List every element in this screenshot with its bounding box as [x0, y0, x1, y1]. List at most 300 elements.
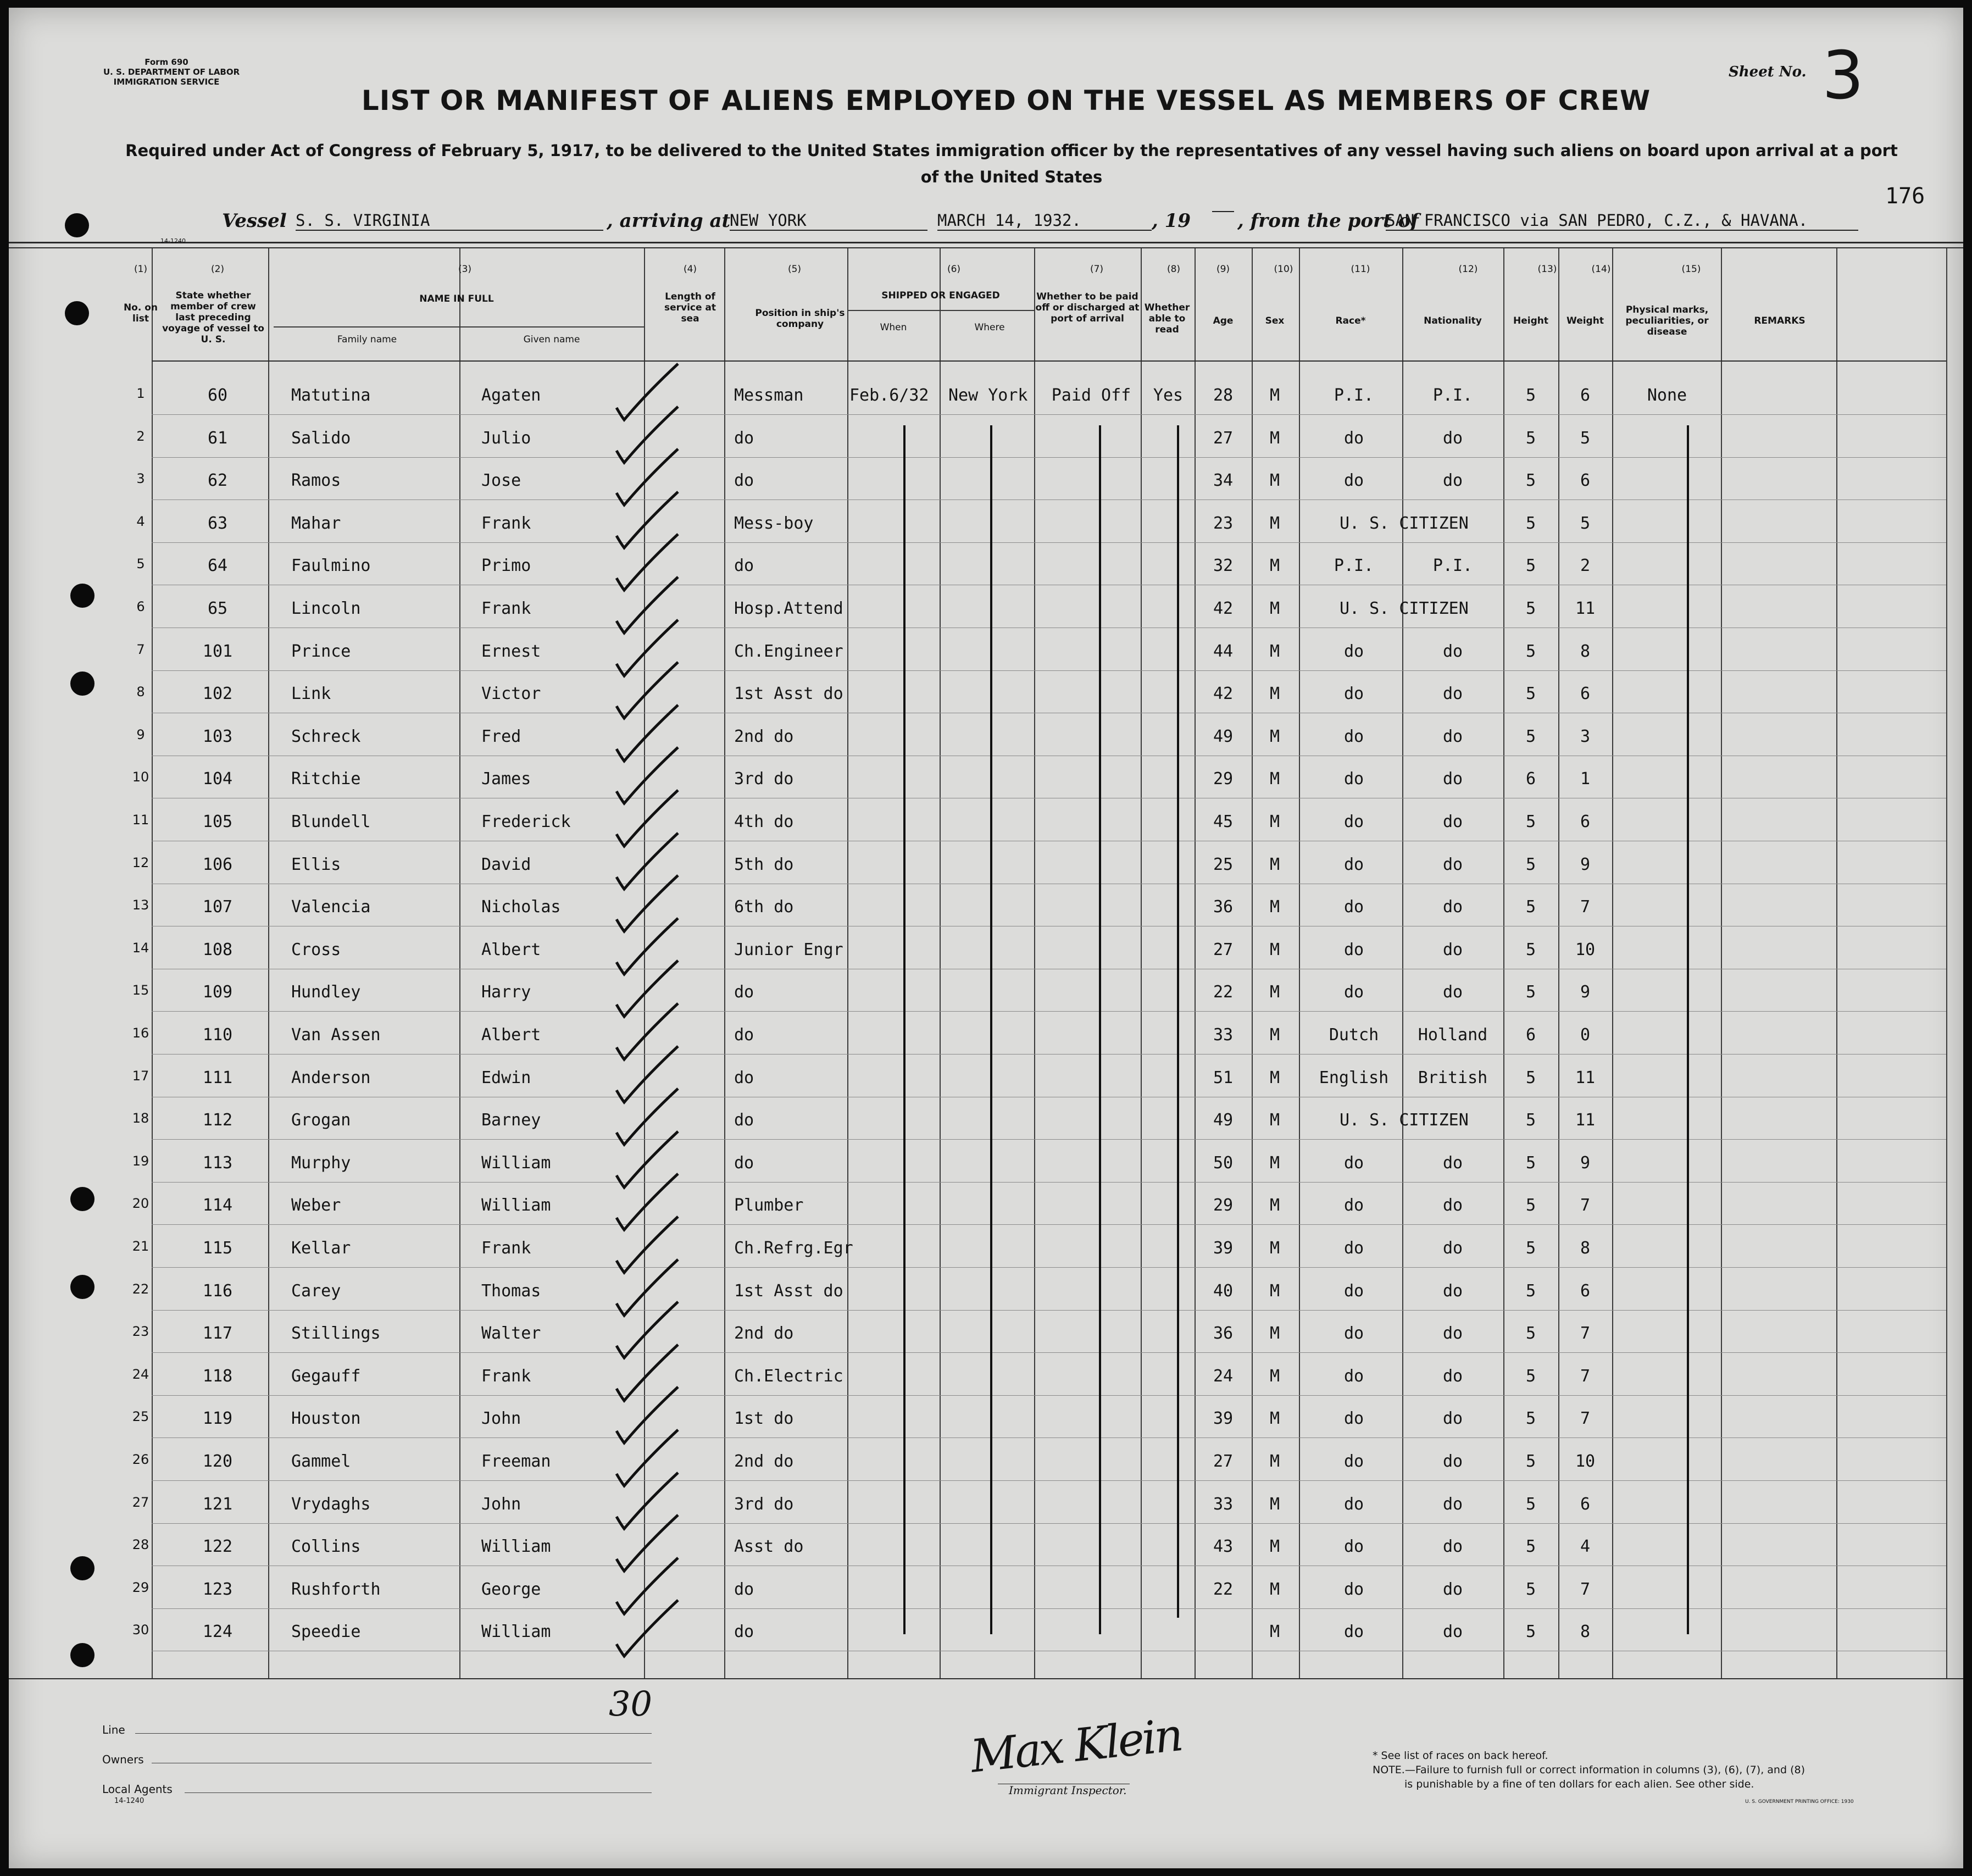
sex: M [1269, 1196, 1280, 1215]
rule [9, 247, 1963, 248]
race: do [1343, 641, 1364, 661]
family-name: Gegauff [291, 1366, 361, 1386]
position: do [734, 1622, 754, 1642]
nationality: do [1442, 940, 1463, 959]
header-sex: Sex [1265, 315, 1285, 326]
header-physical-marks: Physical marks, peculiarities, or disease [1625, 304, 1709, 337]
race: do [1343, 1494, 1364, 1514]
departure-port: SAN FRANCISCO via SAN PEDRO, C.Z., & HAVANA. [1386, 211, 1858, 231]
position: do [734, 556, 754, 576]
family-name: Carey [291, 1281, 341, 1301]
race: do [1343, 684, 1364, 704]
column-number: (10) [1274, 264, 1293, 275]
sex: M [1269, 599, 1280, 618]
manifest-sheet [9, 8, 1963, 1868]
age: 50 [1213, 1153, 1234, 1173]
position: Ch.Engineer [734, 641, 843, 661]
height: 6 [1525, 1025, 1536, 1045]
weight: 5 [1580, 513, 1591, 533]
column-rule [1612, 248, 1613, 1678]
header-name-in-full: NAME IN FULL [419, 293, 494, 304]
family-name: Ritchie [291, 769, 361, 789]
sex: M [1269, 428, 1280, 448]
row-rule [152, 1608, 1946, 1609]
nationality: do [1442, 897, 1463, 917]
height: 5 [1525, 940, 1536, 959]
year-blank [1212, 211, 1234, 212]
given-name: William [481, 1537, 551, 1557]
weight: 1 [1580, 769, 1591, 789]
row-rule [152, 1310, 1946, 1311]
row-number: 8 [136, 684, 145, 700]
prior-voyage-number: 122 [202, 1537, 233, 1557]
sex: M [1269, 1452, 1280, 1471]
shipped-where: New York [948, 386, 1028, 405]
race: do [1343, 726, 1364, 746]
row-number: 12 [132, 854, 149, 870]
nationality: do [1442, 1537, 1463, 1557]
prior-voyage-number: 104 [202, 769, 233, 789]
height: 5 [1525, 684, 1536, 704]
weight: 4 [1580, 1537, 1591, 1557]
row-rule [152, 1352, 1946, 1353]
vessel-line [9, 207, 1963, 237]
nationality: Holland [1418, 1025, 1488, 1045]
position: 2nd do [734, 1324, 794, 1344]
position: Plumber [734, 1196, 804, 1215]
handwritten-count: 30 [609, 1684, 652, 1724]
nationality: do [1442, 1324, 1463, 1344]
row-rule [152, 1224, 1946, 1225]
vessel-name: S. S. VIRGINIA [296, 211, 603, 231]
binder-hole [70, 1643, 95, 1667]
weight: 0 [1580, 1025, 1591, 1045]
position: 3rd do [734, 769, 794, 789]
nationality: do [1442, 1153, 1463, 1173]
weight: 2 [1580, 556, 1591, 576]
row-rule [152, 1267, 1946, 1268]
row-number: 15 [132, 983, 149, 998]
height: 5 [1525, 428, 1536, 448]
height: 5 [1525, 1366, 1536, 1386]
prior-voyage-number: 60 [207, 386, 228, 405]
height: 5 [1525, 1494, 1536, 1514]
family-name: Matutina [291, 386, 371, 405]
weight: 9 [1580, 983, 1591, 1002]
page-title: LIST OR MANIFEST OF ALIENS EMPLOYED ON THE VESSEL AS MEMBERS OF CREW [361, 85, 1651, 116]
height: 5 [1525, 1196, 1536, 1215]
header-given-name: Given name [523, 334, 580, 345]
column-rule [268, 248, 269, 1678]
height: 5 [1525, 1622, 1536, 1642]
column-number: (11) [1351, 264, 1370, 275]
position: do [734, 428, 754, 448]
row-rule [152, 499, 1946, 500]
header-where: Where [974, 322, 1005, 333]
sex: M [1269, 641, 1280, 661]
given-name: Harry [481, 983, 531, 1002]
given-name: Barney [481, 1111, 541, 1130]
agents-code: 14-1240 [114, 1797, 145, 1805]
prior-voyage-number: 115 [202, 1239, 233, 1258]
prior-voyage-number: 111 [202, 1068, 233, 1087]
header-state-member: State whether member of crew last preceding voyage of vessel to U. S. [162, 290, 264, 345]
given-name: John [481, 1494, 521, 1514]
row-rule [152, 414, 1946, 415]
height: 5 [1525, 1452, 1536, 1471]
position: do [734, 983, 754, 1002]
sex: M [1269, 513, 1280, 533]
height: 5 [1525, 471, 1536, 491]
prior-voyage-number: 119 [202, 1409, 233, 1429]
family-name: Faulmino [291, 556, 371, 576]
ditto-line [903, 425, 906, 1634]
age: 36 [1213, 1324, 1234, 1344]
weight: 10 [1575, 940, 1596, 959]
race: do [1343, 1281, 1364, 1301]
sex: M [1269, 854, 1280, 874]
weight: 11 [1575, 1111, 1596, 1130]
family-name: Vrydaghs [291, 1494, 371, 1514]
header-height: Height [1513, 315, 1548, 326]
column-rule [1721, 248, 1722, 1678]
column-number: (12) [1458, 264, 1478, 275]
row-rule [152, 670, 1946, 671]
weight: 6 [1580, 386, 1591, 405]
weight: 11 [1575, 599, 1596, 618]
age: 42 [1213, 599, 1234, 618]
row-number: 23 [132, 1324, 149, 1340]
age: 42 [1213, 684, 1234, 704]
given-name: Edwin [481, 1068, 531, 1087]
prior-voyage-number: 101 [202, 641, 233, 661]
race: U. S. CITIZEN [1340, 599, 1469, 618]
age: 33 [1213, 1494, 1234, 1514]
row-number: 30 [132, 1622, 149, 1638]
prior-voyage-number: 103 [202, 726, 233, 746]
prior-voyage-number: 64 [207, 556, 228, 576]
sex: M [1269, 897, 1280, 917]
sex: M [1269, 1494, 1280, 1514]
position: Junior Engr [734, 940, 843, 959]
height: 5 [1525, 1409, 1536, 1429]
family-name: Van Assen [291, 1025, 381, 1045]
row-number: 19 [132, 1153, 149, 1169]
family-name: Collins [291, 1537, 361, 1557]
position: do [734, 1068, 754, 1087]
age: 49 [1213, 1111, 1234, 1130]
position: Ch.Refrg.Egr [734, 1239, 853, 1258]
race: do [1343, 1366, 1364, 1386]
row-number: 16 [132, 1025, 149, 1041]
age: 25 [1213, 854, 1234, 874]
paid-off: Paid Off [1051, 386, 1131, 405]
prior-voyage-number: 123 [202, 1579, 233, 1599]
family-name: Cross [291, 940, 341, 959]
column-number: (15) [1681, 264, 1701, 275]
position: 1st Asst do [734, 684, 843, 704]
race: do [1343, 769, 1364, 789]
age: 32 [1213, 556, 1234, 576]
prior-voyage-number: 124 [202, 1622, 233, 1642]
inspector-signature: Max Klein [968, 1709, 1184, 1783]
column-number: (5) [787, 264, 802, 275]
height: 5 [1525, 812, 1536, 831]
family-name: Lincoln [291, 599, 361, 618]
sex: M [1269, 1622, 1280, 1642]
family-name: Salido [291, 428, 351, 448]
nationality: do [1442, 1622, 1463, 1642]
weight: 7 [1580, 1409, 1591, 1429]
row-number: 4 [136, 513, 145, 529]
sex: M [1269, 1025, 1280, 1045]
check-mark-icon [613, 1597, 685, 1663]
arrival-port: NEW YORK [730, 211, 927, 231]
sex: M [1269, 940, 1280, 959]
binder-hole [70, 584, 95, 608]
family-name: Hundley [291, 983, 361, 1002]
prior-voyage-number: 113 [202, 1153, 233, 1173]
races-note: * See list of races on back hereof. [1373, 1750, 1548, 1762]
binder-hole [70, 1187, 95, 1211]
weight: 6 [1580, 1281, 1591, 1301]
column-rule [1141, 248, 1142, 1678]
given-name: Thomas [481, 1281, 541, 1301]
rule [274, 326, 645, 328]
row-number: 3 [136, 471, 145, 487]
row-number: 11 [132, 812, 149, 828]
height: 5 [1525, 386, 1536, 405]
nationality: do [1442, 641, 1463, 661]
age: 51 [1213, 1068, 1234, 1087]
page-subtitle: Required under Act of Congress of February 5, 1917, to be delivered to the United States immigration officer by the representatives of any vessel having such aliens on board upon arrival at a port of the United States [125, 141, 1898, 186]
family-name: Grogan [291, 1111, 351, 1130]
prior-voyage-number: 112 [202, 1111, 233, 1130]
age: 45 [1213, 812, 1234, 831]
given-name: Primo [481, 556, 531, 576]
row-number: 13 [132, 897, 149, 913]
race: do [1343, 1324, 1364, 1344]
age: 29 [1213, 1196, 1234, 1215]
race: U. S. CITIZEN [1340, 513, 1469, 533]
weight: 8 [1580, 1239, 1591, 1258]
race: P.I. [1334, 386, 1374, 405]
family-name: Speedie [291, 1622, 361, 1642]
form-number: Form 690 [145, 57, 188, 67]
prior-voyage-number: 120 [202, 1452, 233, 1471]
position: Messman [734, 386, 804, 405]
nationality: do [1442, 769, 1463, 789]
column-number: (4) [683, 264, 697, 275]
age: 29 [1213, 769, 1234, 789]
sex: M [1269, 769, 1280, 789]
race: English [1319, 1068, 1389, 1087]
binder-hole [70, 1275, 95, 1299]
nationality: do [1442, 1366, 1463, 1386]
row-rule [152, 1523, 1946, 1524]
sex: M [1269, 386, 1280, 405]
header-remarks: REMARKS [1754, 315, 1806, 326]
line-blank [135, 1733, 652, 1734]
position: Ch.Electric [734, 1366, 843, 1386]
family-name: Ellis [291, 854, 341, 874]
header-family-name: Family name [337, 334, 397, 345]
race: do [1343, 1622, 1364, 1642]
sex: M [1269, 1153, 1280, 1173]
column-rule [1299, 248, 1300, 1678]
race: do [1343, 983, 1364, 1002]
race: do [1343, 1452, 1364, 1471]
given-name: Frank [481, 1239, 531, 1258]
header-position: Position in ship's company [755, 308, 845, 330]
race: do [1343, 1196, 1364, 1215]
position: 2nd do [734, 726, 794, 746]
race: do [1343, 812, 1364, 831]
header-length-of-service: Length of service at sea [664, 291, 716, 324]
height: 5 [1525, 556, 1536, 576]
weight: 9 [1580, 1153, 1591, 1173]
binder-hole [70, 1556, 95, 1580]
row-number: 22 [132, 1281, 149, 1297]
row-number: 20 [132, 1196, 149, 1212]
sex: M [1269, 1366, 1280, 1386]
position: 5th do [734, 854, 794, 874]
weight: 7 [1580, 1324, 1591, 1344]
race: do [1343, 1409, 1364, 1429]
agents-label: Local Agents [102, 1783, 173, 1796]
column-rule [459, 248, 460, 1678]
position: do [734, 1111, 754, 1130]
given-name: Jose [481, 471, 521, 491]
given-name: Frank [481, 599, 531, 618]
ditto-line [990, 425, 992, 1634]
race: Dutch [1329, 1025, 1379, 1045]
sex: M [1269, 1281, 1280, 1301]
row-number: 29 [132, 1579, 149, 1595]
family-name: Rushforth [291, 1579, 381, 1599]
ditto-line [1099, 425, 1101, 1634]
row-number: 26 [132, 1452, 149, 1467]
inspector-label: Immigrant Inspector. [1009, 1784, 1127, 1797]
given-name: Ernest [481, 641, 541, 661]
position: 1st Asst do [734, 1281, 843, 1301]
prior-voyage-number: 62 [207, 471, 228, 491]
weight: 7 [1580, 1579, 1591, 1599]
column-number: (7) [1090, 264, 1104, 275]
age: 33 [1213, 1025, 1234, 1045]
height: 5 [1525, 1239, 1536, 1258]
prior-voyage-number: 118 [202, 1366, 233, 1386]
header-shipped-or-engaged: SHIPPED OR ENGAGED [881, 290, 1000, 301]
weight: 7 [1580, 897, 1591, 917]
sex: M [1269, 556, 1280, 576]
height: 5 [1525, 599, 1536, 618]
row-rule [152, 1480, 1946, 1481]
height: 5 [1525, 1153, 1536, 1173]
age: 23 [1213, 513, 1234, 533]
sex: M [1269, 726, 1280, 746]
nationality: do [1442, 471, 1463, 491]
vessel-label: Vessel [222, 210, 287, 232]
age: 24 [1213, 1366, 1234, 1386]
nationality: P.I. [1432, 386, 1473, 405]
given-name: Freeman [481, 1452, 551, 1471]
penalty-note-line-1: NOTE.—Failure to furnish full or correct information in columns (3), (6), (7), and (8) [1373, 1764, 1805, 1776]
sex: M [1269, 1537, 1280, 1557]
prior-voyage-number: 105 [202, 812, 233, 831]
row-rule [152, 1139, 1946, 1140]
weight: 6 [1580, 1494, 1591, 1514]
weight: 9 [1580, 854, 1591, 874]
position: Asst do [734, 1537, 804, 1557]
column-rule [1836, 248, 1837, 1678]
given-name: Walter [481, 1324, 541, 1344]
row-rule [152, 542, 1946, 543]
small-code: 14-1240 [160, 237, 186, 245]
row-number: 2 [136, 428, 145, 444]
column-number: (13) [1537, 264, 1557, 275]
row-number: 5 [136, 556, 145, 572]
race: do [1343, 1153, 1364, 1173]
race: P.I. [1334, 556, 1374, 576]
weight: 11 [1575, 1068, 1596, 1087]
race: do [1343, 854, 1364, 874]
physical-marks: None [1647, 386, 1687, 405]
weight: 10 [1575, 1452, 1596, 1471]
binder-hole [70, 671, 95, 696]
nationality: British [1418, 1068, 1488, 1087]
age: 49 [1213, 726, 1234, 746]
race: do [1343, 428, 1364, 448]
weight: 8 [1580, 1622, 1591, 1642]
given-name: James [481, 769, 531, 789]
row-number: 28 [132, 1537, 149, 1553]
row-number: 21 [132, 1239, 149, 1254]
height: 5 [1525, 1537, 1536, 1557]
weight: 6 [1580, 684, 1591, 704]
column-number: (9) [1216, 264, 1230, 275]
prior-voyage-number: 121 [202, 1494, 233, 1514]
position: do [734, 1153, 754, 1173]
height: 5 [1525, 726, 1536, 746]
age: 43 [1213, 1537, 1234, 1557]
nationality: do [1442, 1452, 1463, 1471]
column-number: (6) [947, 264, 961, 275]
given-name: Victor [481, 684, 541, 704]
given-name: William [481, 1196, 551, 1215]
given-name: Albert [481, 940, 541, 959]
given-name: George [481, 1579, 541, 1599]
weight: 5 [1580, 428, 1591, 448]
row-number: 1 [136, 386, 145, 401]
height: 6 [1525, 769, 1536, 789]
given-name: Agaten [481, 386, 541, 405]
family-name: Houston [291, 1409, 361, 1429]
column-rule [1034, 248, 1035, 1678]
row-number: 7 [136, 641, 145, 657]
age: 27 [1213, 1452, 1234, 1471]
from-port-label: , from the port of [1237, 210, 1419, 232]
height: 5 [1525, 983, 1536, 1002]
able-to-read: Yes [1153, 386, 1184, 405]
race: do [1343, 897, 1364, 917]
owners-label: Owners [102, 1753, 144, 1766]
column-rule [940, 248, 941, 1678]
column-number: (3) [458, 264, 472, 275]
height: 5 [1525, 1579, 1536, 1599]
family-name: Blundell [291, 812, 371, 831]
race: U. S. CITIZEN [1340, 1111, 1469, 1130]
